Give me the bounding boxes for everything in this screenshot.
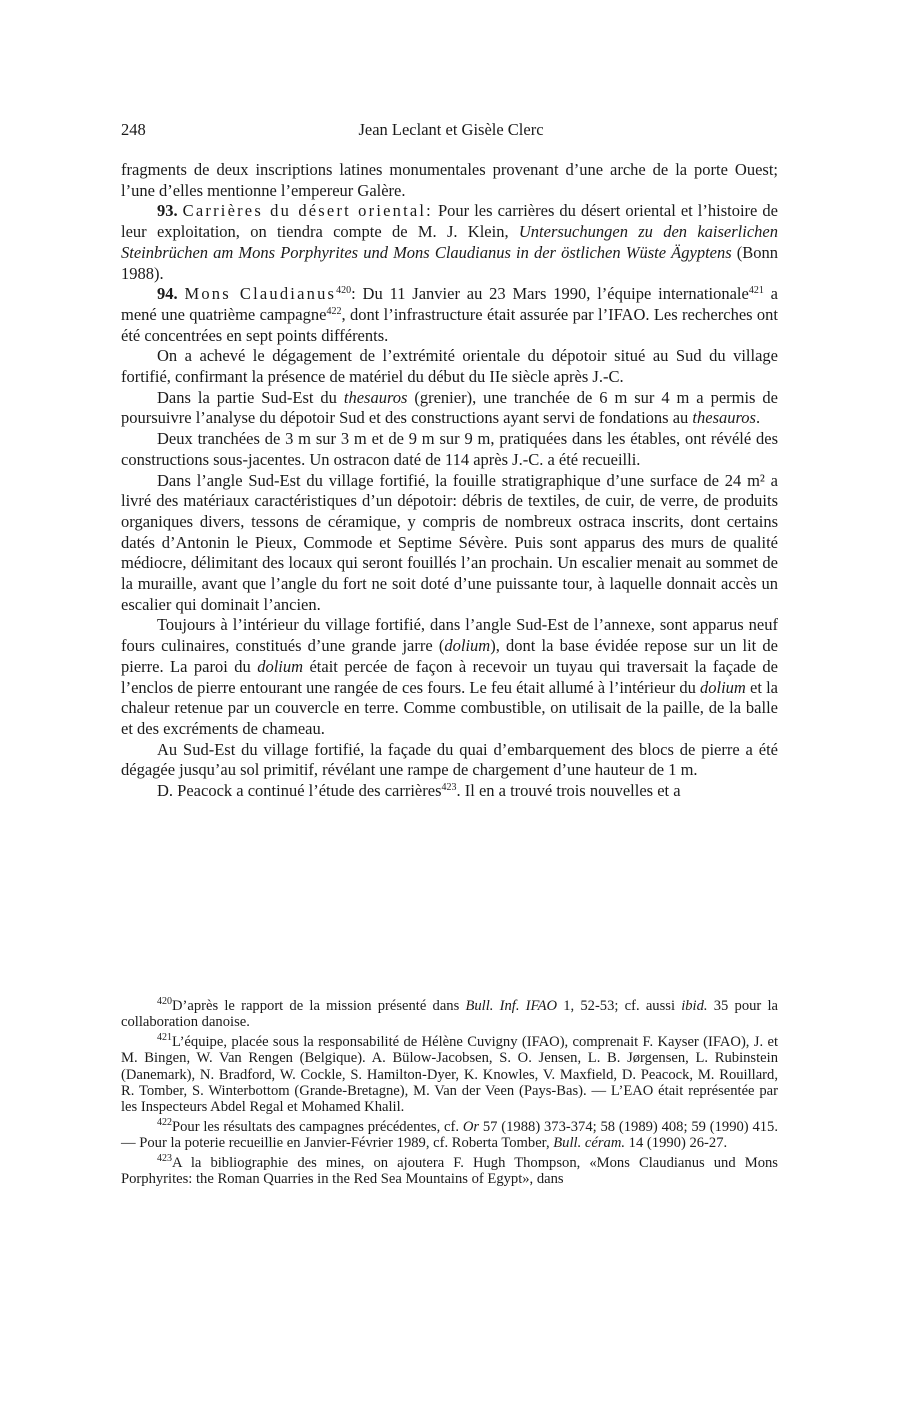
paragraph: Toujours à l’intérieur du village fortifié, dans l’angle Sud-Est de l’annexe, sont apparus neuf fours culinaires, constitués d’une grande jarre (dolium), dont la base évidée repose sur un lit de pierre. La paroi du dolium était percée de façon à recevoir un tuyau qui traversait la façade de l’enclos de pierre entourant une rangée de ces fours. Le feu était allumé à l’intérieur du dolium et la chaleur retenue par un couvercle en terre. Comme combustible, on utilisait de la paille, de la balle et des excréments de chameau. [121, 615, 779, 738]
paragraph: Dans la partie Sud-Est du thesauros (grenier), une tranchée de 6 m sur 4 m a permis de poursuivre l’analyse du dépotoir Sud et des constructions ayant servi de fondations au thesauros. [121, 387, 778, 428]
section-heading: Mons Claudianus [184, 284, 337, 304]
paragraph: D. Peacock a continué l’étude des carrières$^{423}$. Il en a trouvé trois nouvelles et a [157, 781, 681, 801]
paragraph: On a achevé le dégagement de l’extrémité orientale du dépotoir situé au Sud du village fortifié, confirmant la présence de matériel du début du IIe siècle après J.-C. [121, 346, 778, 387]
footnote-ref: 422 [326, 305, 342, 317]
main-text [121, 160, 778, 802]
footnote-ref: 423 [441, 782, 457, 794]
running-title: Jean Leclant et Gisèle Clerc [358, 120, 544, 139]
paragraph: Deux tranchées de 3 m sur 3 m et de 9 m sur 9 m, pratiquées dans les étables, ont révélé des constructions sous-jacentes. Un ostracon daté de 114 après J.-C. a été recueilli. [121, 429, 778, 469]
section-heading: Carrières du désert oriental: [182, 201, 433, 221]
footnote-421: $^{421}$L’équipe, placée sous la responsabilité de Hélène Cuvigny (IFAO), comprenait F. Kayser (IFAO), J. et M. Bingen, W. Van Rengen (Belgique). A. Bülow-Jacobsen, S. O. Jensen, L. B. Jørgensen, L. Rubinstein (Danemark), N. Bradford, W. Cockle, S. Hamilton-Dyer, K. Knowles, V. Maxfield, D. Peacock, M. Rouillard, R. Tomber, S. Winterbottom (Grande-Bretagne), M. Van der Veen (Pays-Bas). — L’EAO était représentée par les Inspecteurs Abdel Regal et Mohamed Khalil. [121, 1031, 778, 1116]
section-number: 94. [157, 284, 178, 304]
section-number: 93. [157, 201, 178, 221]
footnote-ref: 421 [748, 285, 764, 297]
footnote-420: $^{420}$D’après le rapport de la mission présenté dans Bull. Inf. IFAO 1, 52-53; cf. aussi ibid. 35 pour la collaboration danoise. [121, 996, 779, 1031]
footnote-423: $^{423}$A la bibliographie des mines, on ajoutera F. Hugh Thompson, «Mons Claudianus und Mons Porphyrites: the Roman Quarries in the Red Sea Mountains of Egypt», dans [121, 1152, 778, 1188]
footnotes [121, 998, 778, 1190]
footnote-ref: 420 [336, 285, 352, 297]
section-94: 94. Mons Claudianus$^{420}$: Du 11 Janvier au 23 Mars 1990, l’équipe internationale$^{421}$ a mené une quatrième campagne$^{422}$, dont l’infrastructure était assurée par l’IFAO. Les recherches ont été concentrées en sept points différents. [121, 284, 778, 345]
footnote-422: $^{422}$Pour les résultats des campagnes précédentes, cf. Or 57 (1988) 373-374; 58 (1989) 408; 59 (1990) 415. — Pour la poterie recueillie en Janvier-Février 1989, cf. Roberta Tomber, Bull. céram. 14 (1990) 26-27. [121, 1116, 778, 1152]
page-number: 248 [121, 120, 146, 139]
paragraph: Au Sud-Est du village fortifié, la façade du quai d’embarquement des blocs de pierre a été dégagée jusqu’au sol primitif, révélant une rampe de chargement d’une hauteur de 1 m. [121, 739, 778, 780]
paragraph: fragments de deux inscriptions latines monumentales provenant d’une arche de la porte Ouest; l’une d’elles mentionne l’empereur Galère. [121, 160, 778, 200]
running-header [121, 120, 781, 142]
section-93: 93. Carrières du désert oriental: Pour les carrières du désert oriental et l’histoire de leur exploitation, on tiendra compte de M. J. Klein, Untersuchungen zu den kaiserlichen Steinbrüchen am Mons Porphyrites und Mons Claudianus in der östlichen Wüste Ägyptens (Bonn 1988). [121, 201, 779, 283]
paragraph: Dans l’angle Sud-Est du village fortifié, la fouille stratigraphique d’une surface de 24 m² a livré des matériaux caractéristiques d’un dépotoir: débris de textiles, de cuir, de verre, de produits organiques divers, tessons de céramique, y compris de nombreux ostraca inscrits, dont certains datés d’Antonin le Pieux, Commode et Septime Sévère. Puis sont apparus des murs de qualité médiocre, délimitant des locaux qui seront fouillés l’an prochain. Un escalier menait au sommet de la muraille, avant que l’angle du fort ne soit doté d’une puissante tour, à laquelle donnait accès un escalier qui dominait l’ancien. [121, 470, 778, 614]
